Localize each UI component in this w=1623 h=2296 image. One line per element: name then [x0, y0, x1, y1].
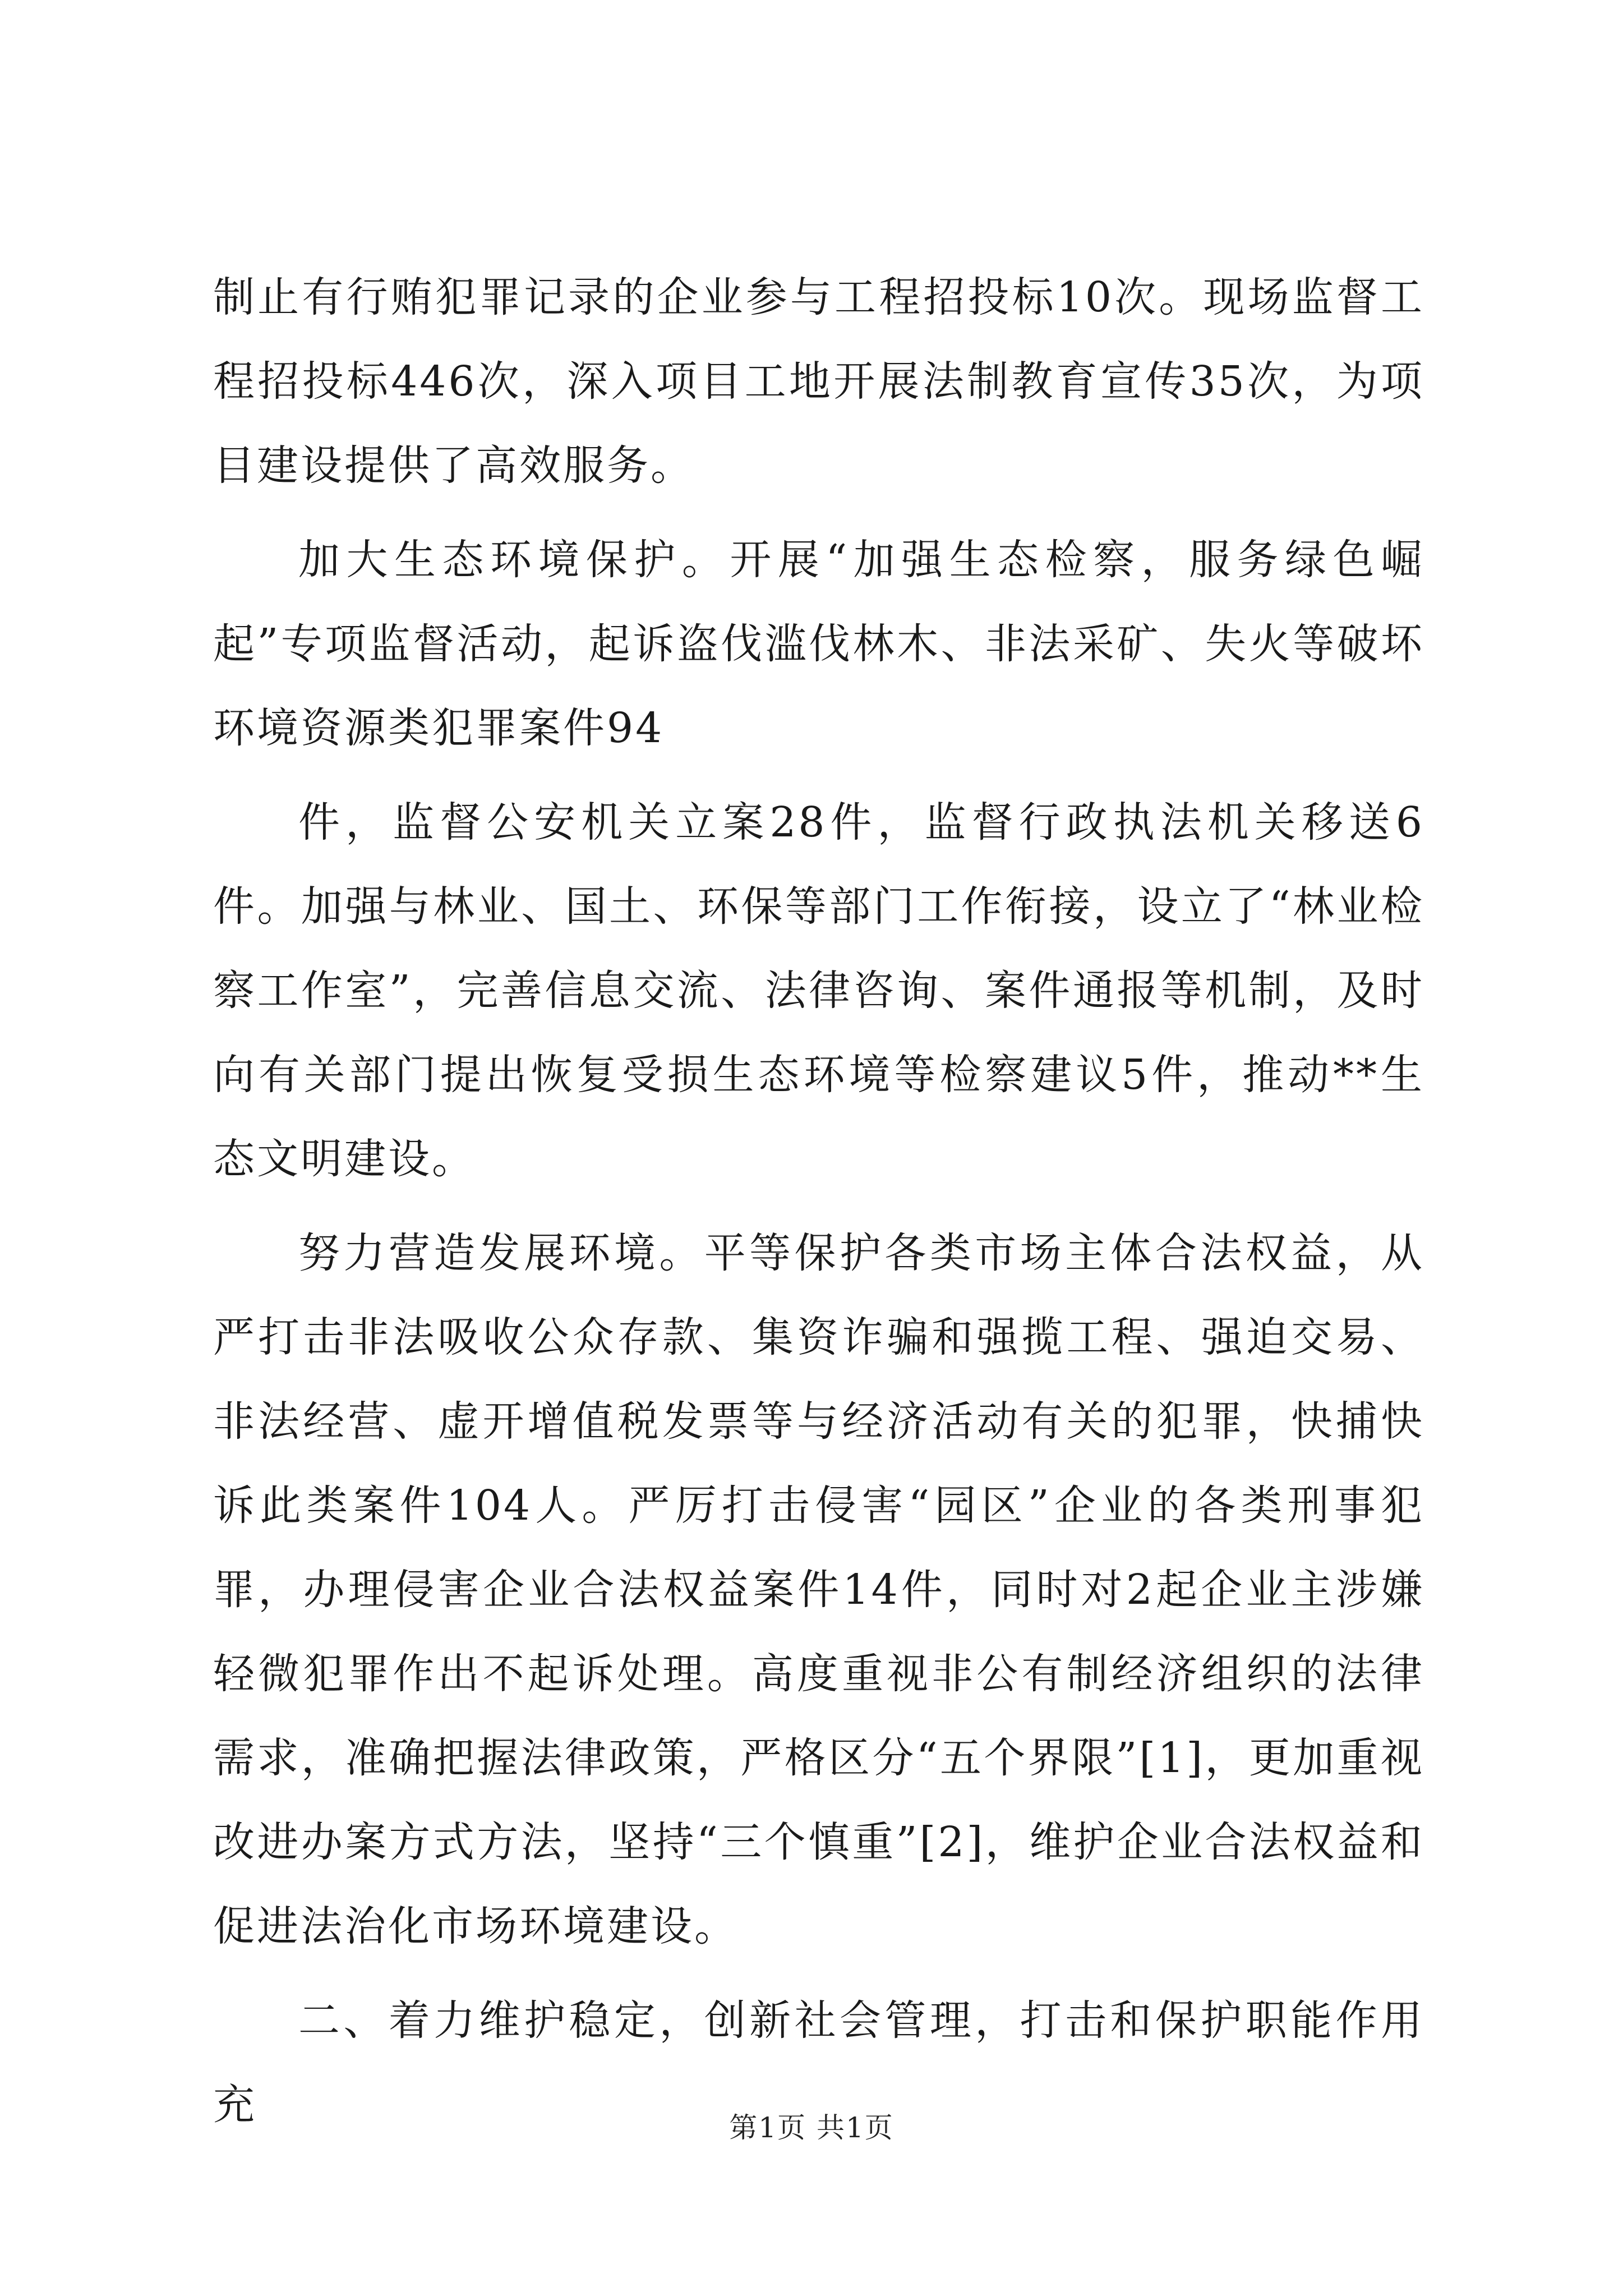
page-footer	[0, 2108, 1623, 2147]
document-body	[213, 255, 1424, 2147]
page-number-label: 第1页 共1页	[729, 2111, 894, 2144]
paragraph-2: 加大生态环境保护。开展“加强生态检察，服务绿色崛起”专项监督活动，起诉盗伐滥伐林木、非法采矿、失火等破坏环境资源类犯罪案件94	[213, 536, 1424, 752]
paragraph-3: 件，监督公安机关立案28件，监督行政执法机关移送6件。加强与林业、国土、环保等部门工作衔接，设立了“林业检察工作室”，完善信息交流、法律咨询、案件通报等机制，及时向有关部门提出恢复受损生态环境等检察建议5件，推动**生态文明建设。	[213, 798, 1424, 1183]
paragraph-5: 二、着力维护稳定，创新社会管理，打击和保护职能作用充	[213, 1996, 1424, 2129]
paragraph-1: 制止有行贿犯罪记录的企业参与工程招投标10次。现场监督工程招投标446次，深入项目工地开展法制教育宣传35次，为项目建设提供了高效服务。	[213, 273, 1424, 490]
paragraph-4: 努力营造发展环境。平等保护各类市场主体合法权益，从严打击非法吸收公众存款、集资诈骗和强揽工程、强迫交易、非法经营、虚开增值税发票等与经济活动有关的犯罪，快捕快诉此类案件104人。严厉打击侵害“园区”企业的各类刑事犯罪，办理侵害企业合法权益案件14件，同时对2起企业主涉嫌轻微犯罪作出不起诉处理。高度重视非公有制经济组织的法律需求，准确把握法律政策，严格区分“五个界限”[1]，更加重视改进办案方式方法，坚持“三个慎重”[2]，维护企业合法权益和促进法治化市场环境建设。	[213, 1229, 1424, 1950]
